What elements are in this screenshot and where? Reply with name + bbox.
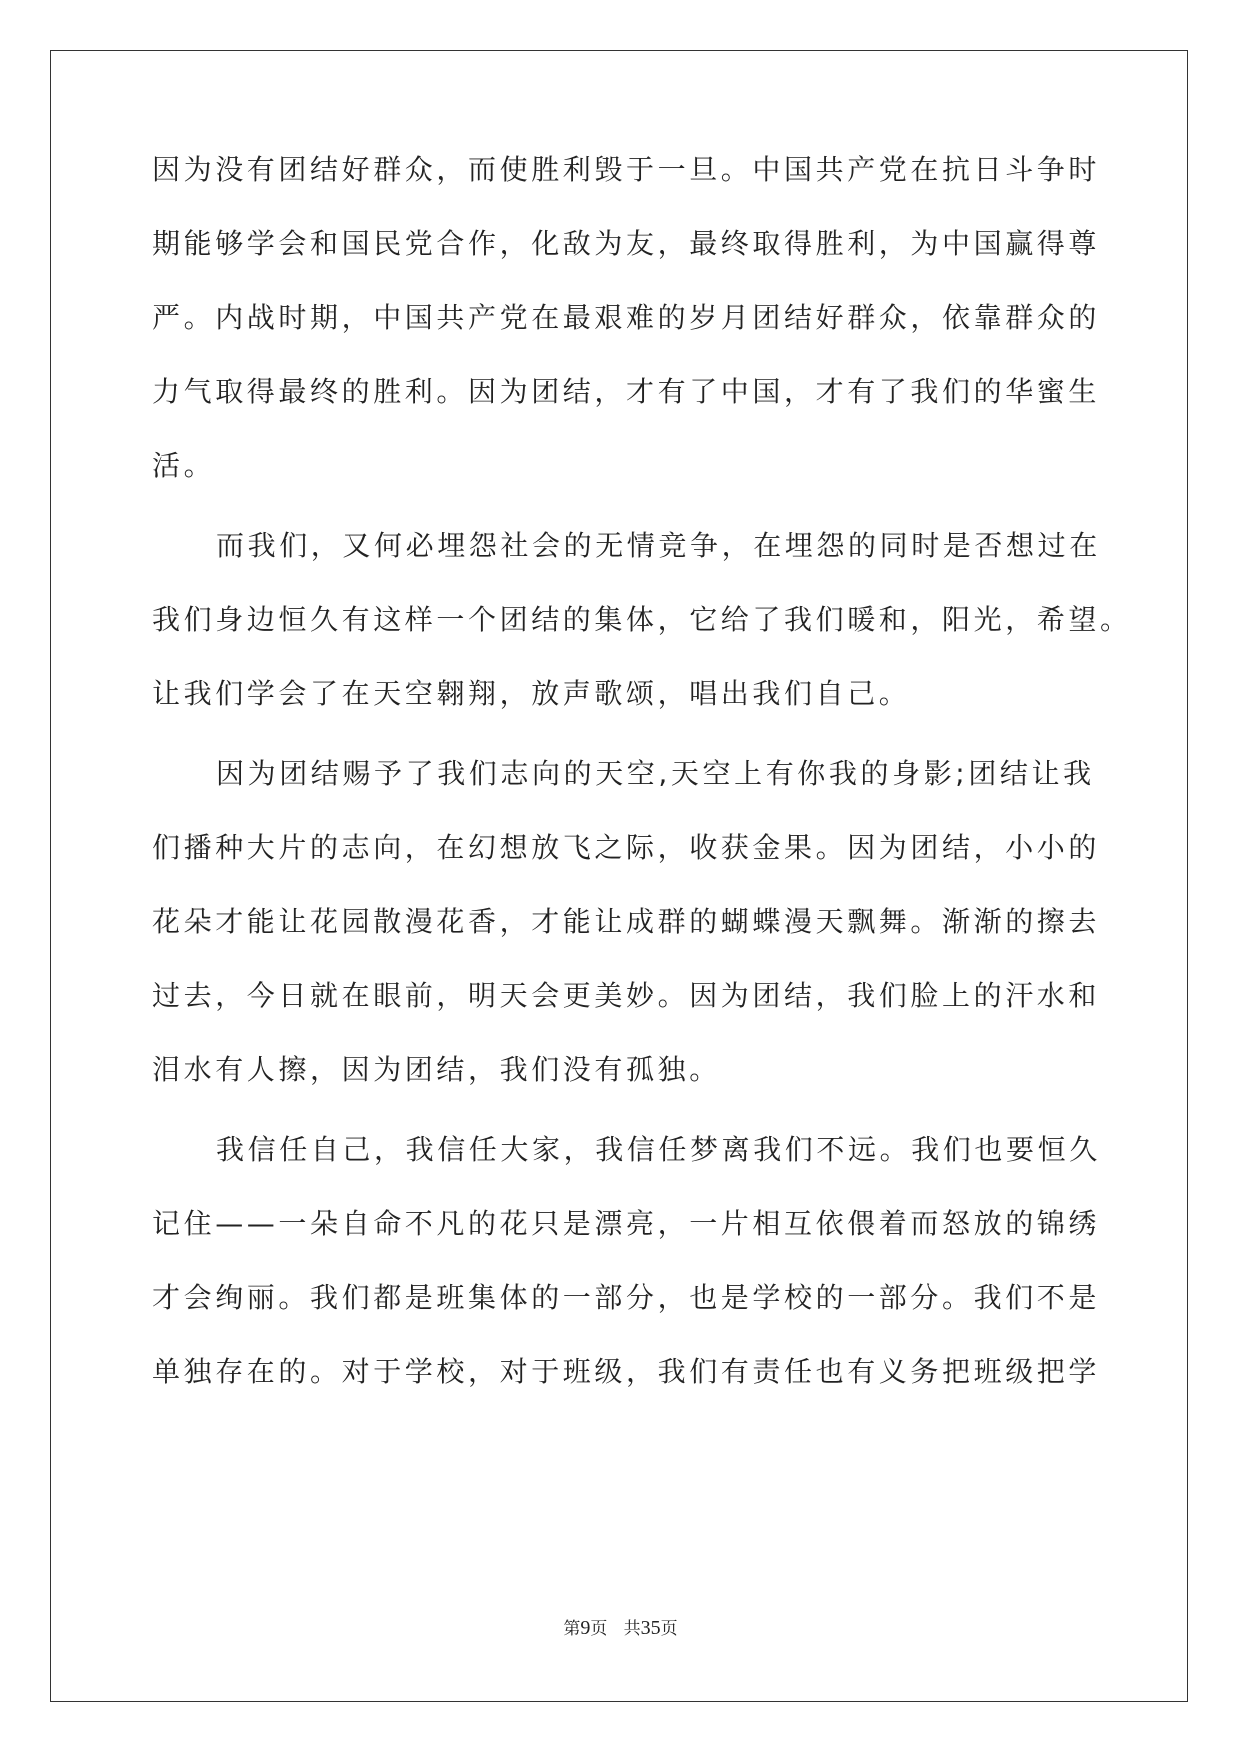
text-line: 花朵才能让花园散漫花香，才能让成群的蝴蝶漫天飘舞。渐渐的擦去 bbox=[152, 905, 1101, 938]
text-line: 让我们学会了在天空翱翔，放声歌颂，唱出我们自己。 bbox=[152, 677, 911, 710]
text-line: 因为没有团结好群众，而使胜利毁于一旦。中国共产党在抗日斗争时 bbox=[152, 153, 1101, 186]
text-line: 活。 bbox=[152, 449, 216, 482]
text-line: 们播种大片的志向，在幻想放飞之际，收获金果。因为团结，小小的 bbox=[152, 831, 1101, 864]
paragraph-first-line: 而我们，又何必埋怨社会的无情竞争，在埋怨的同时是否想过在 bbox=[216, 529, 1101, 562]
text-line: 单独存在的。对于学校，对于班级，我们有责任也有义务把班级把学 bbox=[152, 1355, 1101, 1388]
footer-prefix: 第 bbox=[563, 1619, 581, 1639]
text-line: 过去，今日就在眼前，明天会更美妙。因为团结，我们脸上的汗水和 bbox=[152, 979, 1101, 1012]
text-line: 期能够学会和国民党合作，化敌为友，最终取得胜利，为中国赢得尊 bbox=[152, 227, 1101, 260]
footer-page-suffix: 页 bbox=[590, 1619, 608, 1639]
page-number-footer bbox=[0, 1616, 1241, 1641]
paragraph-first-line: 因为团结赐予了我们志向的天空,天空上有你我的身影;团结让我 bbox=[216, 757, 1095, 790]
footer-total-suffix: 页 bbox=[660, 1619, 678, 1639]
text-line: 记住——一朵自命不凡的花只是漂亮，一片相互依偎着而怒放的锦绣 bbox=[152, 1207, 1101, 1240]
text-line: 才会绚丽。我们都是班集体的一部分，也是学校的一部分。我们不是 bbox=[152, 1281, 1101, 1314]
current-page-number: 9 bbox=[580, 1617, 591, 1639]
footer-total-prefix: 共 bbox=[623, 1619, 641, 1639]
paragraph-first-line: 我信任自己，我信任大家，我信任梦离我们不远。我们也要恒久 bbox=[216, 1133, 1101, 1166]
text-line: 力气取得最终的胜利。因为团结，才有了中国，才有了我们的华蜜生 bbox=[152, 375, 1101, 408]
text-line: 严。内战时期，中国共产党在最艰难的岁月团结好群众，依靠群众的 bbox=[152, 301, 1101, 334]
total-page-count: 35 bbox=[640, 1617, 661, 1639]
text-line: 泪水有人擦，因为团结，我们没有孤独。 bbox=[152, 1053, 721, 1086]
text-line: 我们身边恒久有这样一个团结的集体，它给了我们暖和，阳光，希望。 bbox=[152, 603, 1132, 636]
